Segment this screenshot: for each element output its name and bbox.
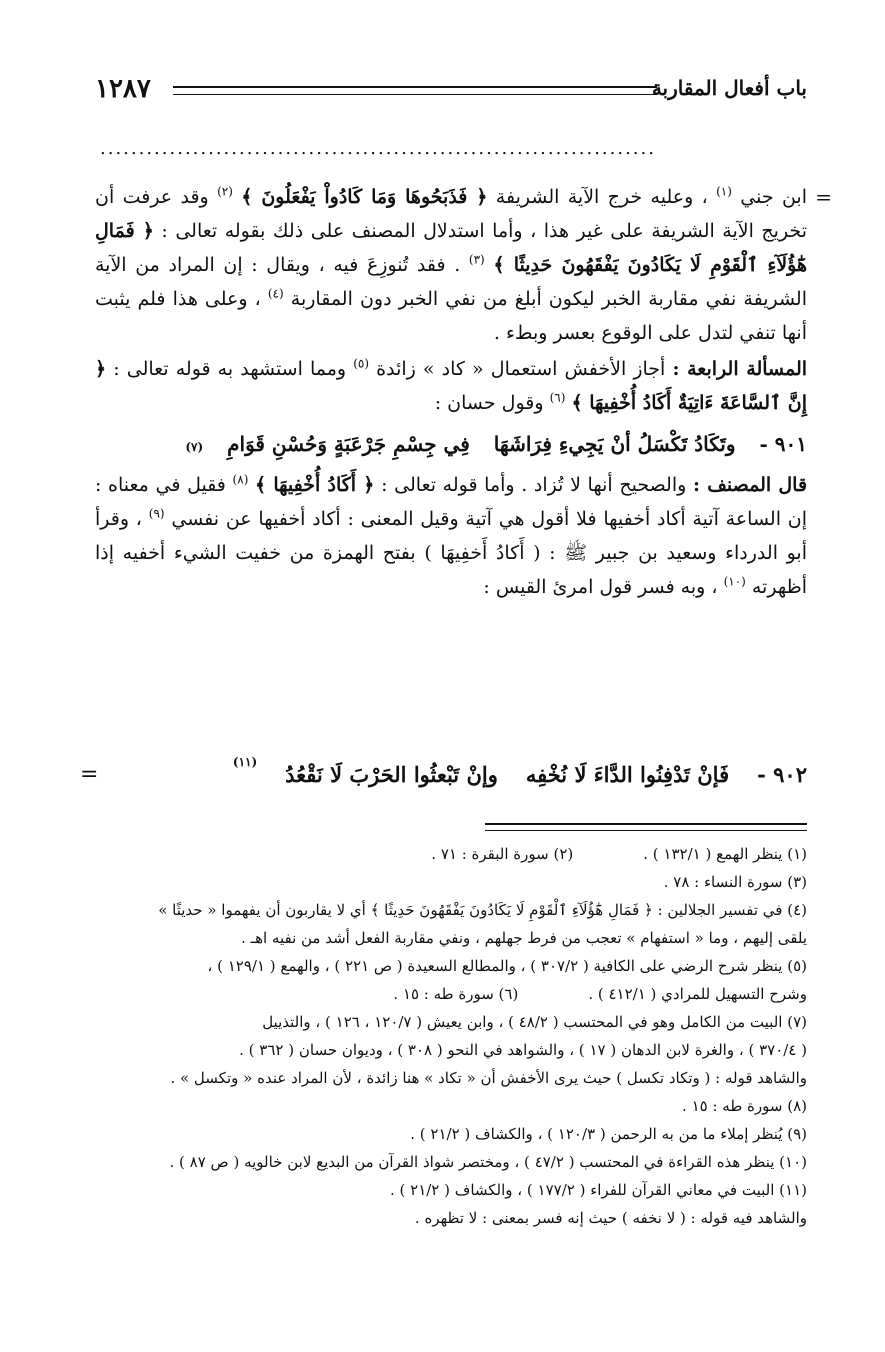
verse-line xyxy=(232,755,807,787)
footnote-rule xyxy=(485,823,807,831)
verse-number: ٩٠٢ - xyxy=(757,762,807,787)
footnote-7-shahid: والشاهد قوله : ( وتكاد تكسل ) حيث يرى الأخفش أن « تكاد » هنا زائدة ، لأن المراد عنده « وتكسل » . xyxy=(170,1069,807,1087)
paragraph-3 xyxy=(95,468,807,604)
page-header xyxy=(95,70,807,110)
verse-hemistich-1: فَإنْ تَدْفِنُوا الدَّاءَ لَا نُخْفِه xyxy=(525,762,730,787)
text: ، وعليه خرج الآية الشريفة xyxy=(495,186,708,208)
footnote-10: (١٠) ينظر هذه القراءة في المحتسب ( ٤٧/٢ ) ، ومختصر شواذ القرآن من البديع لابن خالويه ( ص ٨٧ ) . xyxy=(169,1153,807,1171)
dotted-separator: ........................................................................ xyxy=(100,138,656,158)
footnote-ref-1: (١) xyxy=(716,184,732,199)
text: أجاز الأخفش استعمال « كاد » زائدة xyxy=(376,358,666,380)
quran-verse: ﴿ فَذَبَحُوهَا وَمَا كَادُواْ يَفْعَلُونَ ﴾ xyxy=(241,186,488,208)
footnote-7: (٧) البيت من الكامل وهو في المحتسب ( ٤٨/٢ ) ، وابن يعيش ( ١٢٠/٧ ، ١٢٦ ) ، والتذييل xyxy=(262,1013,807,1031)
footnote-ref-6: (٦) xyxy=(549,390,566,405)
verse-hemistich-1: وتَكَادُ تَكْسَلُ أنْ يَجِيءِ فِرَاشَهَا xyxy=(493,432,736,456)
text: ابن جني xyxy=(740,186,807,208)
footnote-8: (٨) سورة طه : ١٥ . xyxy=(682,1097,807,1115)
main-text xyxy=(95,180,832,604)
footnote-ref-2: (٢) xyxy=(217,184,233,199)
quran-verse: ﴿ إِنَّ ٱلسَّاعَةَ ءَاتِيَةٌ أَكَادُ أُخْفِيهَا ﴾ xyxy=(95,358,807,414)
chapter-title: باب أفعال المقاربة xyxy=(651,76,807,100)
footnote-1: (١) ينظر الهمع ( ١٣٢/١ ) . xyxy=(643,845,807,863)
footnote-ref-5: (٥) xyxy=(353,356,370,371)
footnote-11-shahid: والشاهد فيه قوله : ( لا نخفه ) حيث إنه فسر بمعنى : لا تظهره . xyxy=(414,1209,807,1227)
text: وقول حسان : xyxy=(434,392,544,414)
quran-verse: ﴿ أَكَادُ أُخْفِيهَا ﴾ xyxy=(255,474,375,496)
text: فقيل في معناه : إن الساعة آتية أكاد أخفيها فلا أقول هي آتية وقيل المعنى : أكاد أخفيها عن نفسي xyxy=(95,474,808,530)
text: ، وعلى هذا فلم يثبت أنها تنفي لتدل على الوقوع بعسر وبطء . xyxy=(95,288,807,344)
section-label: المسألة الرابعة : xyxy=(672,358,808,380)
text: . فقد تُنوزِعَ فيه ، ويقال : إن المراد من الآية الشريفة نفي مقاربة الخبر ليكون أبلغ من نفي الخبر دون المقاربة xyxy=(95,254,807,310)
page-number: ١٢٨٧ xyxy=(95,74,151,104)
continuation-mark: = xyxy=(815,185,832,209)
footnote-5: (٥) ينظر شرح الرضي على الكافية ( ٣٠٧/٢ ) ، والمطالع السعيدة ( ص ٢٢١ ) ، والهمع ( ١٢٩/١ ) ، xyxy=(207,957,807,975)
footnote-ref-4: (٤) xyxy=(267,286,284,301)
section-label: قال المصنف : xyxy=(692,474,808,496)
text: والصحيح أنها لا تُزاد . وأما قوله تعالى : xyxy=(381,474,687,496)
footnote-ref-9: (٩) xyxy=(148,506,165,521)
footnote-9: (٩) يُنظر إملاء ما من به الرحمن ( ١٢٠/٣ ) ، والكشاف ( ٢١/٢ ) . xyxy=(410,1125,807,1143)
header-rule xyxy=(173,86,657,95)
footnote-11: (١١) البيت في معاني القرآن للفراء ( ١٧٧/٢ ) ، والكشاف ( ٢١/٢ ) . xyxy=(389,1181,807,1199)
footnote-4: (٤) في تفسير الجلالين : ﴿ فَمَالِ هَٰٓؤُلَآءِ ٱلْقَوْمِ لَا يَكَادُونَ يَفْقَهُونَ حَدِيثًا ﴾ أي لا يقاربون أن يفهموا « حديثًا » xyxy=(158,901,807,919)
footnote-3: (٣) سورة النساء : ٧٨ . xyxy=(663,873,807,891)
footnote-7-cont: ( ٣٧٠/٤ ) ، والغرة لابن الدهان ( ١٧ ) ، والشواهد في النحو ( ٣٠٨ ) ، وديوان حسان ( ٣٦٢ ) . xyxy=(239,1041,807,1059)
footnote-row xyxy=(95,840,807,868)
text: ، وبه فسر قول امرئ القيس : xyxy=(483,576,718,598)
footnotes xyxy=(95,840,807,1232)
verse-number: ٩٠١ - xyxy=(759,432,807,456)
verse-hemistich-2: وإنْ تَبْعثُوا الحَرْبَ لَا نَقْعُدُ xyxy=(285,762,498,787)
footnote-4-cont: يلقى إليهم ، وما « استفهام » تعجب من فرط جهلهم ، ونفي مقاربة الفعل أشد من نفيه اهـ . xyxy=(241,929,807,947)
text: ، وقرأ أبو الدرداء وسعيد بن جبير ﷺ : ( أَكادُ أَخفِيهَا ) بفتح الهمزة من خفيت الشيء أخفيه إذا أظهرته xyxy=(95,508,807,598)
footnote-row xyxy=(95,980,807,1008)
paragraph-1 xyxy=(95,180,832,350)
poem-verse-901: ٩٠١ - وتَكَادُ تَكْسَلُ أنْ يَجِيءِ فِرَاشَهَا فِي جِسْمِ جَرْعَبَةٍ وَحُسْنِ قَوَامِ (٧) xyxy=(95,424,807,464)
footnote-5-cont: وشرح التسهيل للمرادي ( ٤١٢/١ ) . xyxy=(588,985,807,1003)
footnote-ref-8: (٨) xyxy=(232,472,249,487)
footnote-ref-3: (٣) xyxy=(468,252,485,267)
footnote-ref-11: (١١) xyxy=(232,755,258,769)
text: وقد عرفت أن تخريج الآية الشريفة على غير هذا ، وأما استدلال المصنف على ذلك بقوله تعالى : xyxy=(95,186,807,242)
verse-hemistich-2: فِي جِسْمِ جَرْعَبَةٍ وَحُسْنِ قَوَامِ xyxy=(227,432,470,456)
poem-verse-902 xyxy=(80,755,807,806)
footnote-2: (٢) سورة البقرة : ٧١ . xyxy=(431,845,574,863)
footnote-6: (٦) سورة طه : ١٥ . xyxy=(393,985,519,1003)
text: ومما استشهد به قوله تعالى : xyxy=(113,358,347,380)
paragraph-2 xyxy=(95,352,807,420)
continuation-mark: = xyxy=(80,762,99,787)
quran-verse: ﴿ فَمَالِ هَٰٓؤُلَآءِ ٱلْقَوْمِ لَا يَكَادُونَ يَفْقَهُونَ حَدِيثًا ﴾ xyxy=(95,220,807,276)
footnote-ref-10: (١٠) xyxy=(723,574,746,589)
